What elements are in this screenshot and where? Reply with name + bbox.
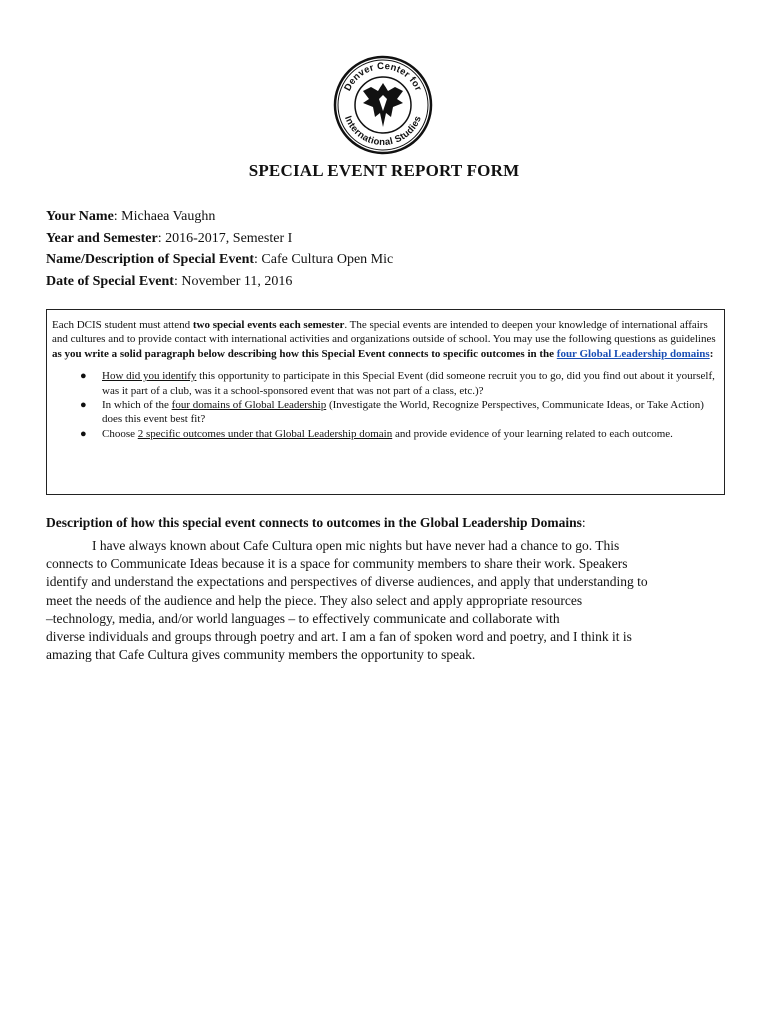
- instructions-box: [46, 309, 725, 495]
- instructions-colon: :: [709, 347, 714, 360]
- field-event-date: [46, 271, 393, 293]
- form-fields: [46, 206, 393, 292]
- bullet-icon: ●: [80, 370, 87, 383]
- field-year-semester: [46, 228, 393, 250]
- form-title: SPECIAL EVENT REPORT FORM: [248, 161, 520, 180]
- description-heading: [46, 515, 586, 531]
- instructions-paragraph: [52, 318, 718, 361]
- field-value: : Michaea Vaughn: [113, 209, 216, 224]
- field-label: Date of Special Event: [46, 273, 174, 289]
- instructions-bold: as you write a solid paragraph below describing how this Special Event connects to specific outcomes in the: [52, 347, 557, 360]
- field-value: : November 11, 2016: [173, 273, 293, 289]
- description-heading-colon: :: [581, 515, 586, 530]
- description-line: diverse individuals and groups through poetry and art. I am a fan of spoken word and poetry, and I think it is: [46, 629, 632, 645]
- underlined-text: How did you identify: [102, 370, 197, 383]
- item-text: (Investigate the World, Recognize Perspectives, Communicate Ideas, or Take Action) does this event best fit?: [102, 399, 704, 426]
- description-line: identify and understand the expectations and perspectives of diverse audiences, and apply that understanding to: [46, 574, 648, 590]
- field-label: Your Name: [46, 209, 114, 224]
- list-item: [80, 398, 718, 427]
- field-event-name: [46, 249, 393, 271]
- description-line: meet the needs of the audience and help the piece. They also select and apply appropriate resources: [46, 592, 583, 608]
- list-item: [80, 369, 718, 398]
- bullet-icon: ●: [80, 399, 87, 412]
- item-text: Choose: [102, 427, 138, 440]
- description-line: amazing that Cafe Cultura gives community members the opportunity to speak.: [46, 647, 476, 663]
- instructions-text: Each DCIS student must attend: [52, 319, 193, 331]
- description-body: [46, 537, 726, 664]
- description-heading-text: Description of how this special event connects to outcomes in the Global Leadership Domains: [46, 515, 582, 530]
- guideline-questions-list: [52, 369, 718, 441]
- item-text: In which of the: [102, 399, 172, 412]
- field-label: Year and Semester: [46, 230, 158, 246]
- svg-text:Denver Center for: Denver Center for: [342, 60, 424, 93]
- school-seal-logo: [333, 55, 433, 155]
- underlined-text: four domains of Global Leadership: [171, 399, 327, 412]
- bullet-icon: ●: [80, 427, 87, 440]
- instructions-bold: two special events each semester: [192, 319, 345, 331]
- field-value: : 2016-2017, Semester I: [157, 230, 293, 246]
- field-your-name: [46, 206, 393, 228]
- instructions-text: . The special events are intended to deepen your knowledge of international affairs and cultures and to provide contact with international activities and organizations outside of school. You may use the following questions as guidelines: [52, 319, 716, 346]
- item-text: this opportunity to participate in this Special Event (did someone recruit you to go, did you find out about it yourself, was it part of a club, was it a school-sponsored event that was not part of a class, etc.)?: [102, 370, 715, 397]
- description-line: I have always known about Cafe Cultura open mic nights but have never had a chance to go. This: [92, 538, 620, 553]
- field-label: Name/Description of Special Event: [46, 252, 255, 267]
- list-item: [80, 427, 718, 441]
- svg-text:International Studies: International Studies: [342, 114, 424, 149]
- field-value: : Cafe Cultura Open Mic: [254, 252, 394, 267]
- description-line: connects to Communicate Ideas because it is a space for community members to share their work. Speakers: [46, 556, 628, 572]
- description-line: –technology, media, and/or world languages – to effectively communicate and collaborate with: [46, 610, 560, 626]
- underlined-text: 2 specific outcomes under that Global Leadership domain: [137, 427, 393, 440]
- global-leadership-domains-link[interactable]: four Global Leadership domains: [556, 347, 710, 360]
- item-text: and provide evidence of your learning related to each outcome.: [392, 427, 673, 440]
